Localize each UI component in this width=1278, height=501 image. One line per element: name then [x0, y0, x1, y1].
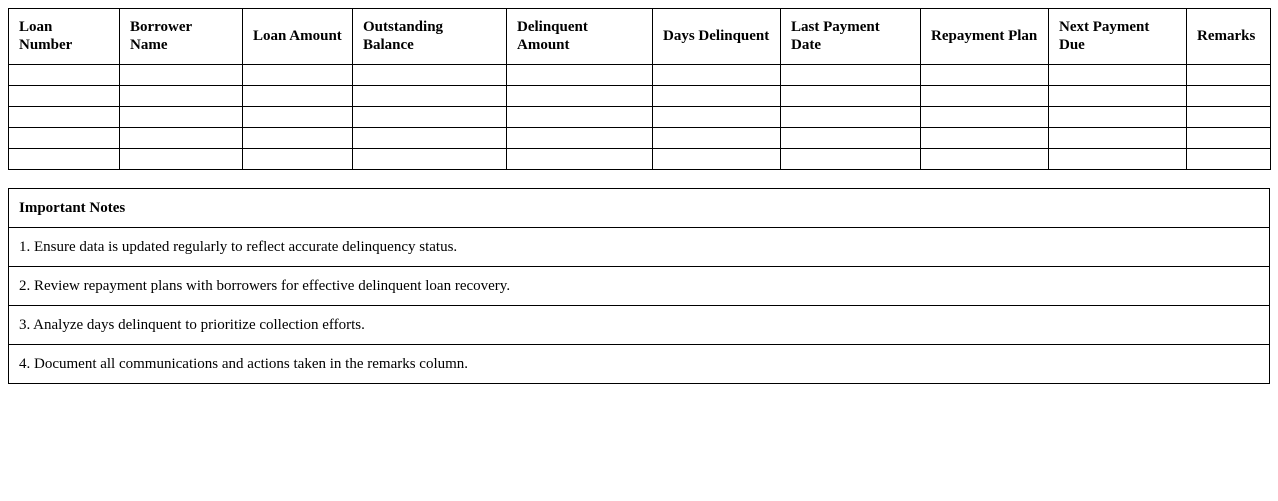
- notes-heading-row: [9, 189, 1270, 228]
- table-cell[interactable]: [120, 86, 243, 107]
- table-cell[interactable]: [781, 65, 921, 86]
- table-cell[interactable]: [921, 107, 1049, 128]
- delinquent-loans-table: [8, 8, 1271, 170]
- note-row: [9, 228, 1270, 267]
- header-last-payment-date: Last Payment Date: [781, 9, 921, 65]
- table-cell[interactable]: [120, 149, 243, 170]
- table-cell[interactable]: [653, 128, 781, 149]
- note-row: [9, 267, 1270, 306]
- table-cell[interactable]: [243, 149, 353, 170]
- table-header-row: [9, 9, 1271, 65]
- table-cell[interactable]: [921, 65, 1049, 86]
- table-cell[interactable]: [1049, 86, 1187, 107]
- table-cell[interactable]: [353, 107, 507, 128]
- table-row: [9, 149, 1271, 170]
- table-cell[interactable]: [243, 65, 353, 86]
- table-cell[interactable]: [9, 107, 120, 128]
- table-cell[interactable]: [507, 107, 653, 128]
- table-cell[interactable]: [781, 86, 921, 107]
- table-cell[interactable]: [507, 86, 653, 107]
- table-cell[interactable]: [9, 65, 120, 86]
- header-delinquent-amount: Delinquent Amount: [507, 9, 653, 65]
- table-cell[interactable]: [507, 128, 653, 149]
- note-item: 2. Review repayment plans with borrowers for effective delinquent loan recovery.: [9, 267, 1270, 306]
- table-row: [9, 86, 1271, 107]
- table-cell[interactable]: [120, 107, 243, 128]
- table-cell[interactable]: [9, 149, 120, 170]
- table-cell[interactable]: [1187, 128, 1271, 149]
- table-cell[interactable]: [9, 128, 120, 149]
- table-cell[interactable]: [1187, 65, 1271, 86]
- table-cell[interactable]: [653, 65, 781, 86]
- table-row: [9, 65, 1271, 86]
- table-cell[interactable]: [507, 65, 653, 86]
- note-item: 3. Analyze days delinquent to prioritize collection efforts.: [9, 306, 1270, 345]
- table-cell[interactable]: [9, 86, 120, 107]
- header-repayment-plan: Repayment Plan: [921, 9, 1049, 65]
- table-cell[interactable]: [781, 107, 921, 128]
- table-cell[interactable]: [921, 128, 1049, 149]
- table-cell[interactable]: [120, 128, 243, 149]
- header-outstanding-balance: Outstanding Balance: [353, 9, 507, 65]
- important-notes-table: [8, 188, 1270, 384]
- table-cell[interactable]: [120, 65, 243, 86]
- table-cell[interactable]: [921, 86, 1049, 107]
- header-loan-amount: Loan Amount: [243, 9, 353, 65]
- table-cell[interactable]: [921, 149, 1049, 170]
- note-item: 4. Document all communications and actions taken in the remarks column.: [9, 345, 1270, 384]
- note-row: [9, 306, 1270, 345]
- table-cell[interactable]: [1187, 86, 1271, 107]
- table-cell[interactable]: [353, 149, 507, 170]
- table-body: [9, 65, 1271, 170]
- table-cell[interactable]: [1049, 107, 1187, 128]
- table-cell[interactable]: [1187, 107, 1271, 128]
- header-days-delinquent: Days Delinquent: [653, 9, 781, 65]
- table-row: [9, 107, 1271, 128]
- table-cell[interactable]: [1187, 149, 1271, 170]
- table-cell[interactable]: [653, 86, 781, 107]
- table-cell[interactable]: [653, 149, 781, 170]
- table-cell[interactable]: [1049, 128, 1187, 149]
- table-row: [9, 128, 1271, 149]
- note-item: 1. Ensure data is updated regularly to reflect accurate delinquency status.: [9, 228, 1270, 267]
- table-cell[interactable]: [243, 128, 353, 149]
- table-cell[interactable]: [353, 65, 507, 86]
- table-cell[interactable]: [781, 128, 921, 149]
- header-loan-number: Loan Number: [9, 9, 120, 65]
- table-cell[interactable]: [353, 86, 507, 107]
- table-cell[interactable]: [353, 128, 507, 149]
- table-cell[interactable]: [243, 86, 353, 107]
- header-next-payment-due: Next Payment Due: [1049, 9, 1187, 65]
- notes-heading: Important Notes: [9, 189, 1270, 228]
- table-cell[interactable]: [781, 149, 921, 170]
- table-cell[interactable]: [1049, 65, 1187, 86]
- header-borrower-name: Borrower Name: [120, 9, 243, 65]
- table-cell[interactable]: [243, 107, 353, 128]
- note-row: [9, 345, 1270, 384]
- table-cell[interactable]: [507, 149, 653, 170]
- table-cell[interactable]: [1049, 149, 1187, 170]
- header-remarks: Remarks: [1187, 9, 1271, 65]
- table-cell[interactable]: [653, 107, 781, 128]
